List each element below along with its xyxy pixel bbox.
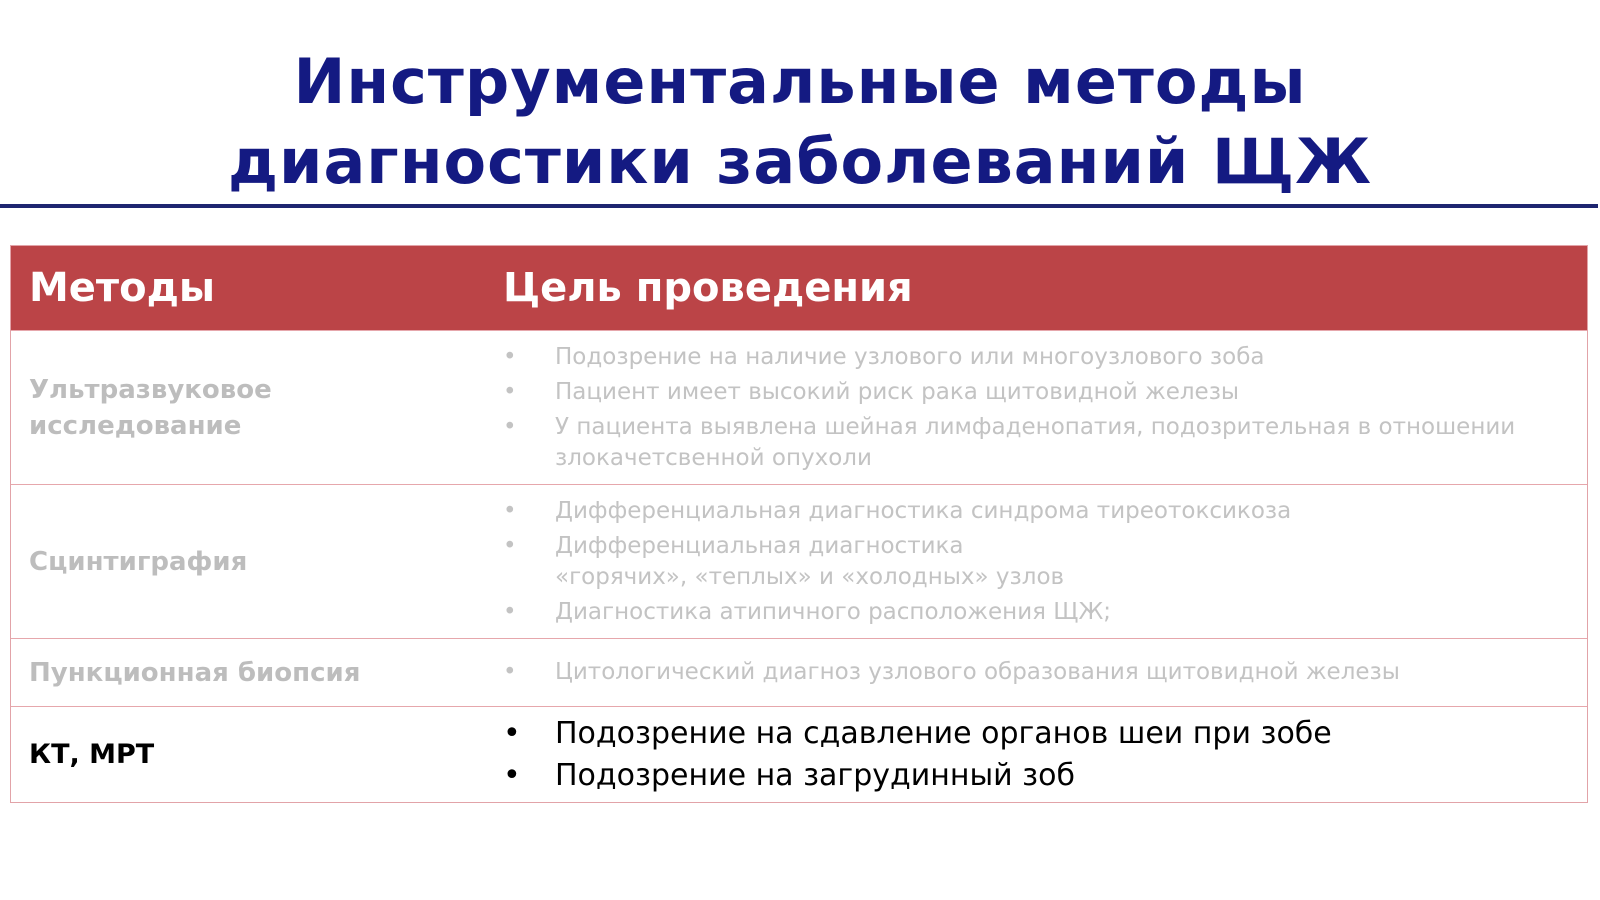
table-row [11,638,1587,706]
table-row [11,484,1587,638]
goal-item: • Пациент имеет высокий риск рака щитовидной железы [503,377,1567,408]
method-cell: Сцинтиграфия [29,546,248,577]
goal-item: • Подозрение на наличие узлового или многоузлового зоба [503,342,1567,373]
header-methods: Методы [29,265,216,311]
title-line-2: диагностики заболеваний ЩЖ [227,125,1373,198]
table-header [11,246,1587,330]
method-cell: Ультразвуковое исследование [29,374,272,441]
methods-table [10,245,1588,803]
table-row [11,330,1587,484]
goal-item: • Дифференциальная диагностика синдрома тиреотоксикоза [503,496,1567,527]
goal-cell [503,711,1587,799]
title-line-1: Инструментальные методы [293,45,1307,118]
goal-item: • Подозрение на сдавление органов шеи при зобе [503,715,1567,753]
method-cell: Пункционная биопсия [29,657,361,688]
goal-item: • У пациента выявлена шейная лимфаденопатия, подозрительная в отношении злокачетсвенной опухоли [503,412,1567,474]
goal-cell [503,492,1587,632]
table-row [11,706,1587,802]
header-goal: Цель проведения [503,265,913,311]
goal-cell [503,653,1587,692]
title-divider [0,204,1598,208]
slide-title [0,42,1600,202]
goal-item: • Цитологический диагноз узлового образования щитовидной железы [503,657,1567,688]
goal-item: • Дифференциальная диагностика «горячих», «теплых» и «холодных» узлов [503,531,1567,593]
method-cell: КТ, МРТ [29,738,155,770]
goal-item: • Диагностика атипичного расположения ЩЖ; [503,597,1567,628]
goal-item: • Подозрение на загрудинный зоб [503,757,1567,795]
goal-cell [503,338,1587,478]
